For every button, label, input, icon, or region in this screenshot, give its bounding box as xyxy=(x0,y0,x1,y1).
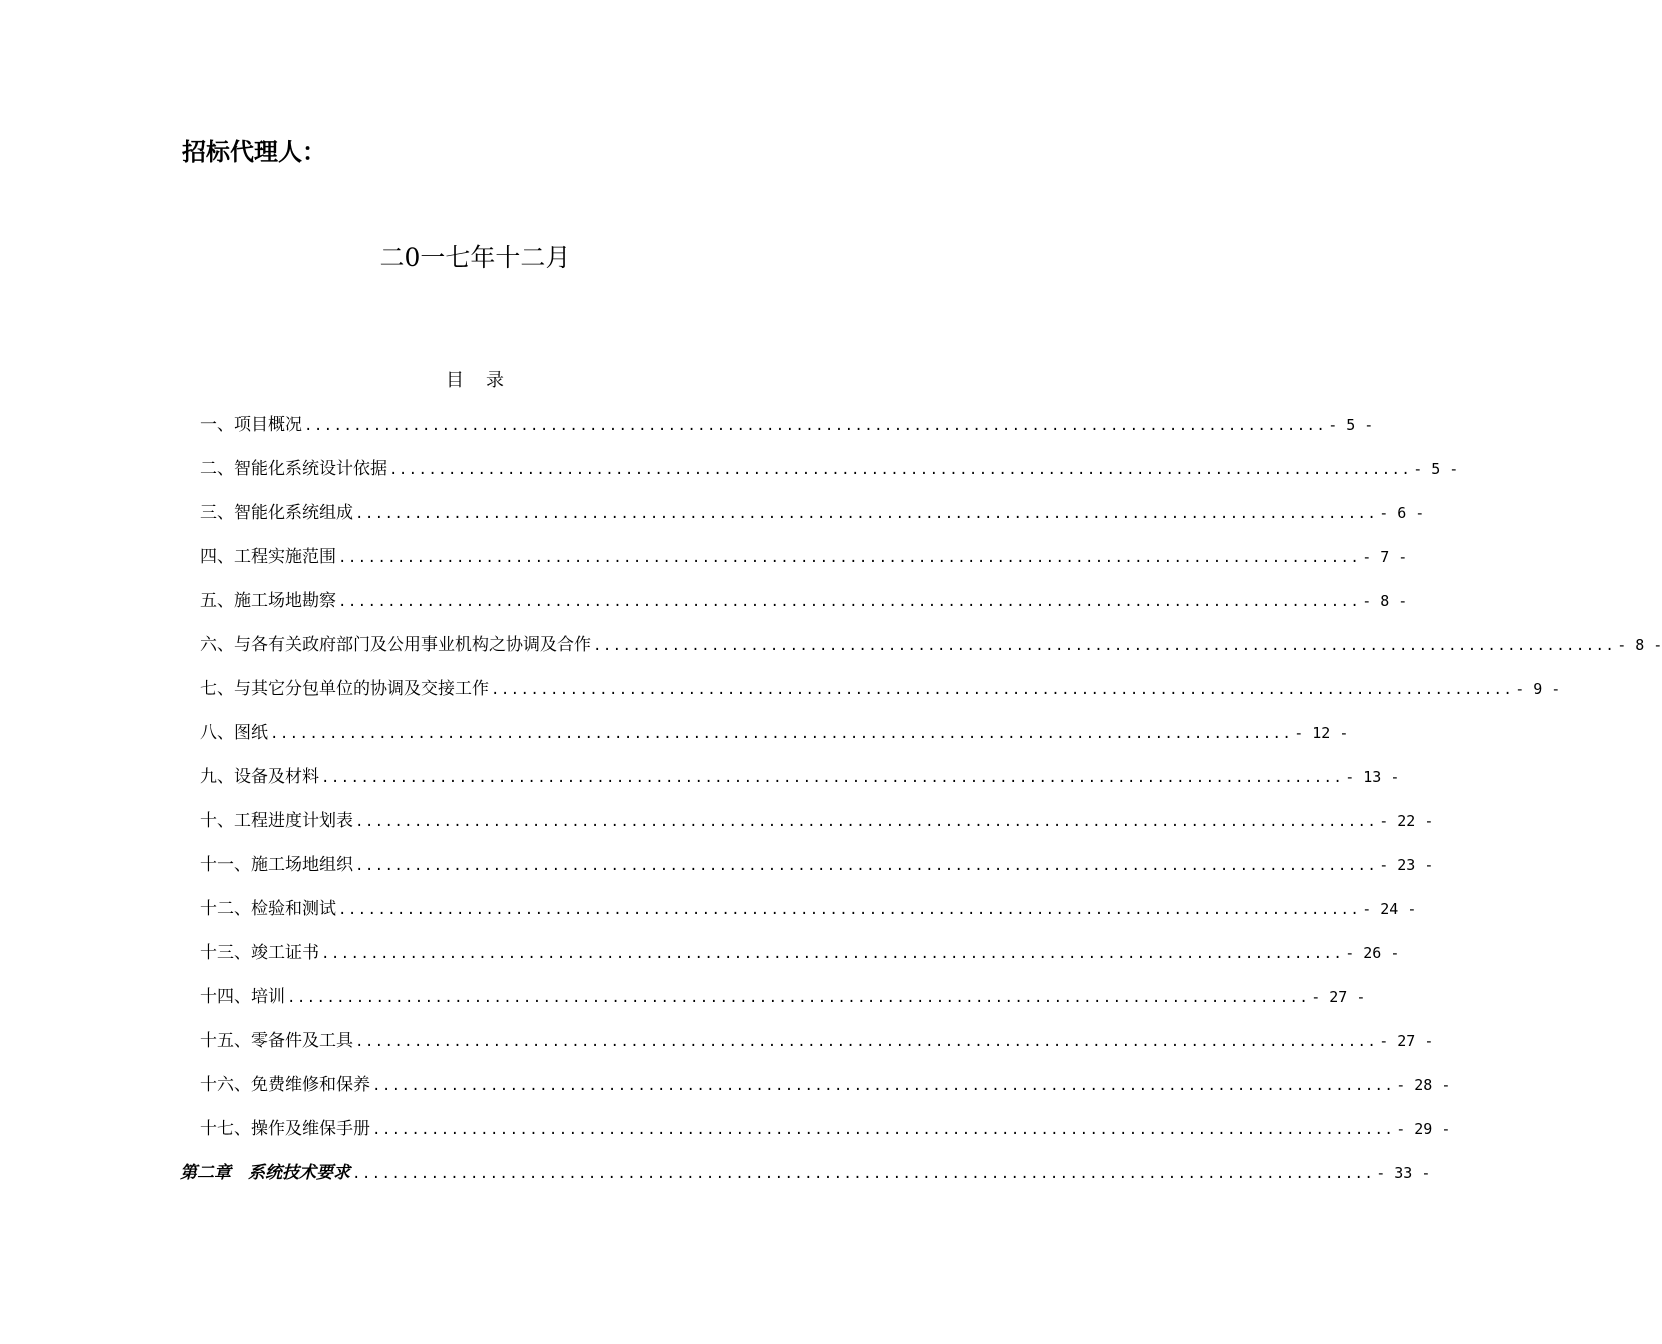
toc-entry-label: 四、工程实施范围 xyxy=(200,547,336,567)
toc-entry-page: - 8 - xyxy=(1617,636,1662,654)
toc-entry[interactable] xyxy=(200,586,1408,612)
toc-entry[interactable] xyxy=(200,1026,1434,1052)
toc-entry[interactable] xyxy=(200,542,1408,568)
toc-entry-page: - 26 - xyxy=(1345,944,1400,962)
toc-entry-label: 六、与各有关政府部门及公用事业机构之协调及合作 xyxy=(200,635,591,655)
toc-entry[interactable] xyxy=(200,630,1662,656)
toc-entry-label: 八、图纸 xyxy=(200,723,268,743)
toc-entry-label: 二、智能化系统设计依据 xyxy=(200,459,387,479)
bidding-agent-label: 招标代理人： xyxy=(182,138,326,166)
toc-title-left: 目 xyxy=(446,370,464,391)
toc-leader-dots: ........................................................................................................ xyxy=(338,902,1361,918)
toc-entry-label: 十七、操作及维保手册 xyxy=(200,1119,370,1139)
toc-entry[interactable] xyxy=(200,938,1400,964)
toc-entry-page: - 5 - xyxy=(1413,460,1459,478)
toc-entry-label: 十二、检验和测试 xyxy=(200,899,336,919)
toc-entry[interactable] xyxy=(200,982,1366,1008)
toc-leader-dots: ........................................................................................................ xyxy=(389,462,1412,478)
toc-entry-label: 十六、免费维修和保养 xyxy=(200,1075,370,1095)
toc-entry-page: - 8 - xyxy=(1362,592,1408,610)
toc-leader-dots: ........................................................................................................ xyxy=(270,726,1293,742)
toc-leader-dots: ........................................................................................................ xyxy=(287,990,1310,1006)
toc-entry[interactable] xyxy=(200,454,1459,480)
toc-entry-label: 十一、施工场地组织 xyxy=(200,855,353,875)
toc-entry[interactable] xyxy=(200,1114,1451,1140)
toc-leader-dots: ........................................................................................................ xyxy=(352,1166,1375,1182)
toc-entry-page: - 23 - xyxy=(1379,856,1434,874)
toc-entry[interactable] xyxy=(200,850,1434,876)
toc-leader-dots: ........................................................................................................ xyxy=(372,1122,1395,1138)
toc-entry-page: - 7 - xyxy=(1362,548,1408,566)
toc-leader-dots: ........................................................................................................ xyxy=(321,946,1344,962)
toc-entry-label: 十五、零备件及工具 xyxy=(200,1031,353,1051)
toc-entry-label: 三、智能化系统组成 xyxy=(200,503,353,523)
toc-entry[interactable] xyxy=(200,410,1374,436)
toc-entry-label: 七、与其它分包单位的协调及交接工作 xyxy=(200,679,489,699)
toc-entry[interactable] xyxy=(200,762,1400,788)
toc-entry[interactable] xyxy=(200,894,1417,920)
toc-leader-dots: ........................................................................................................ xyxy=(338,594,1361,610)
toc-entry-page: - 9 - xyxy=(1515,680,1561,698)
toc-entry-page: - 27 - xyxy=(1311,988,1366,1006)
toc-entry-label: 九、设备及材料 xyxy=(200,767,319,787)
toc-entry-label: 十三、竣工证书 xyxy=(200,943,319,963)
toc-leader-dots: ........................................................................................................ xyxy=(491,682,1514,698)
toc-entry-label: 第二章 系统技术要求 xyxy=(180,1163,350,1183)
toc-title-right: 录 xyxy=(486,370,504,391)
toc-leader-dots: ........................................................................................................ xyxy=(355,858,1378,874)
toc-entry-label: 一、项目概况 xyxy=(200,415,302,435)
toc-leader-dots: ........................................................................................................ xyxy=(321,770,1344,786)
toc-entry-page: - 33 - xyxy=(1376,1164,1431,1182)
toc-leader-dots: ........................................................................................................ xyxy=(593,638,1616,654)
toc-entry-page: - 13 - xyxy=(1345,768,1400,786)
toc-entry-page: - 22 - xyxy=(1379,812,1434,830)
toc-entry[interactable] xyxy=(200,806,1434,832)
toc-entry-label: 十四、培训 xyxy=(200,987,285,1007)
toc-entry-page: - 24 - xyxy=(1362,900,1417,918)
toc-leader-dots: ........................................................................................................ xyxy=(304,418,1327,434)
toc-leader-dots: ........................................................................................................ xyxy=(355,814,1378,830)
toc-entry-page: - 28 - xyxy=(1396,1076,1451,1094)
toc-leader-dots: ........................................................................................................ xyxy=(338,550,1361,566)
toc-entry-page: - 5 - xyxy=(1328,416,1374,434)
toc-leader-dots: ........................................................................................................ xyxy=(355,506,1378,522)
document-date: 二0一七年十二月 xyxy=(379,243,571,272)
toc-entry-page: - 29 - xyxy=(1396,1120,1451,1138)
toc-entry[interactable] xyxy=(200,718,1349,744)
toc-entry-label: 十、工程进度计划表 xyxy=(200,811,353,831)
toc-entry-page: - 12 - xyxy=(1294,724,1349,742)
toc-entry-page: - 6 - xyxy=(1379,504,1425,522)
toc-entry[interactable] xyxy=(200,498,1425,524)
toc-entry[interactable] xyxy=(200,674,1561,700)
toc-entry-page: - 27 - xyxy=(1379,1032,1434,1050)
toc-leader-dots: ........................................................................................................ xyxy=(372,1078,1395,1094)
toc-chapter-entry[interactable] xyxy=(180,1158,1431,1184)
toc-entry[interactable] xyxy=(200,1070,1451,1096)
toc-entry-label: 五、施工场地勘察 xyxy=(200,591,336,611)
toc-leader-dots: ........................................................................................................ xyxy=(355,1034,1378,1050)
